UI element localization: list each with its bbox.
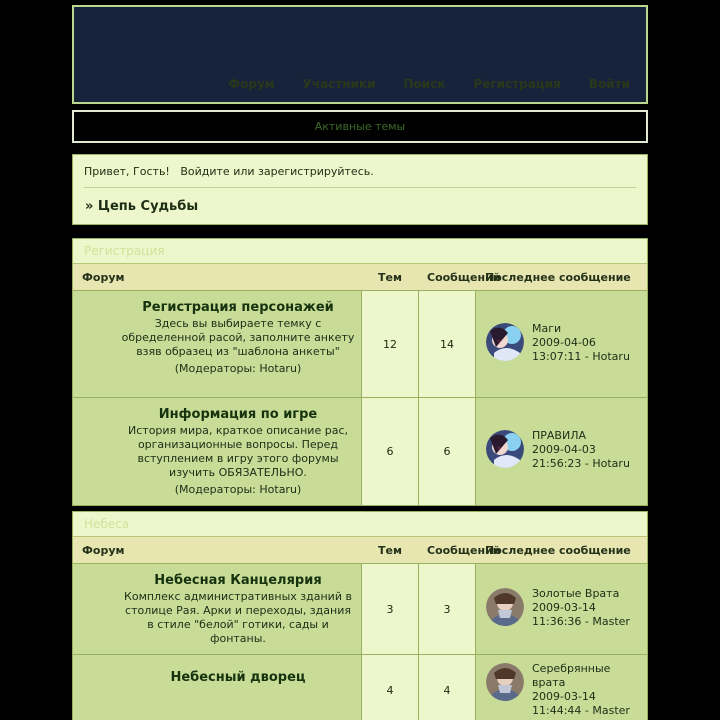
forum-row — [73, 291, 647, 398]
forum-link[interactable]: Небесная Канцелярия — [154, 573, 322, 588]
anime-girl-avatar-icon[interactable] — [486, 430, 524, 468]
last-post-cell — [476, 564, 647, 654]
posts-count: 3 — [419, 564, 476, 654]
topics-count: 6 — [362, 398, 419, 505]
forum-moderators: (Модераторы: Hotaru) — [174, 362, 302, 375]
topics-count: 4 — [362, 655, 419, 720]
last-post-link[interactable]: ПРАВИЛА — [532, 429, 587, 442]
nav-register-link[interactable]: Регистрация — [473, 77, 561, 91]
forum-link[interactable]: Информация по игре — [158, 407, 318, 422]
anime-knight-avatar-icon[interactable] — [486, 663, 524, 701]
forum-description: Комплекс административных зданий в столице Рая. Арки и переходы, здания в стиле "белой" готики, сады и фонтаны. — [124, 590, 352, 645]
active-topics-link[interactable]: Активные темы — [314, 120, 406, 133]
breadcrumb[interactable]: » Цепь Судьбы — [85, 199, 199, 214]
greeting-text: Привет, Гость! — [84, 165, 170, 178]
forum-description: История мира, краткое описание рас, организационные вопросы. Перед вступлением в игру этого форумы изучить ОБЯЗАТЕЛЬНО. — [128, 424, 348, 479]
topics-count: 3 — [362, 564, 419, 654]
posts-count: 6 — [419, 398, 476, 505]
moderator-link[interactable]: Hotaru — [259, 362, 297, 375]
welcome-box — [72, 154, 648, 225]
header-forum: Форум — [82, 271, 125, 284]
last-post-info: Маги 2009-04-06 13:07:11 - Hotaru — [532, 322, 630, 363]
header-last-post: Последнее сообщение — [485, 271, 631, 284]
site-header — [72, 5, 648, 104]
forum-cell — [73, 291, 362, 397]
category-registration — [72, 238, 648, 506]
header-posts: Сообщений — [427, 271, 501, 284]
header-forum: Форум — [82, 544, 125, 557]
nav-members-link[interactable]: Участники — [302, 77, 376, 91]
forum-row — [73, 655, 647, 720]
header-topics: Тем — [378, 271, 402, 284]
last-post-info: Серебрянные врата 2009-03-14 11:44:44 - Master — [532, 662, 630, 717]
nav-search-link[interactable]: Поиск — [403, 77, 446, 91]
forum-cell — [73, 564, 362, 654]
last-post-link[interactable]: Маги — [532, 322, 562, 335]
table-header — [73, 263, 647, 291]
last-post-cell — [476, 655, 647, 720]
header-last-post: Последнее сообщение — [485, 544, 631, 557]
nav-forum-link[interactable]: Форум — [228, 77, 275, 91]
posts-count: 14 — [419, 291, 476, 397]
greeting-line — [84, 165, 374, 178]
forum-row — [73, 398, 647, 505]
topics-count: 12 — [362, 291, 419, 397]
last-post-link[interactable]: Золотые Врата — [532, 587, 620, 600]
forum-moderators: (Модераторы: Hotaru) — [174, 483, 302, 496]
nav-login-link[interactable]: Войти — [588, 77, 630, 91]
login-register-link[interactable]: Войдите или зарегистрируйтесь. — [180, 165, 374, 178]
moderator-link[interactable]: Hotaru — [259, 483, 297, 496]
divider — [84, 187, 636, 188]
header-posts: Сообщений — [427, 544, 501, 557]
last-post-link[interactable]: Серебрянные врата — [532, 662, 611, 689]
last-post-cell — [476, 398, 647, 505]
posts-count: 4 — [419, 655, 476, 720]
category-heaven — [72, 511, 648, 720]
category-title[interactable]: Регистрация — [84, 244, 165, 258]
anime-knight-avatar-icon[interactable] — [486, 588, 524, 626]
header-topics: Тем — [378, 544, 402, 557]
forum-row — [73, 564, 647, 655]
anime-girl-avatar-icon[interactable] — [486, 323, 524, 361]
main-navigation — [228, 77, 630, 91]
table-header — [73, 536, 647, 564]
forum-link[interactable]: Небесный дворец — [170, 670, 306, 685]
last-post-cell — [476, 291, 647, 397]
forum-cell — [73, 398, 362, 505]
sub-navigation — [72, 110, 648, 143]
category-title[interactable]: Небеса — [84, 517, 130, 531]
forum-description: Здесь вы выбираете темку с обределенной расой, заполните анкету взяв образец из "шаблона анкеты" — [121, 317, 355, 358]
forum-link[interactable]: Регистрация персонажей — [142, 300, 334, 315]
forum-cell — [73, 655, 362, 720]
last-post-info: Золотые Врата 2009-03-14 11:36:36 - Master — [532, 587, 630, 628]
last-post-info: ПРАВИЛА 2009-04-03 21:56:23 - Hotaru — [532, 429, 630, 470]
